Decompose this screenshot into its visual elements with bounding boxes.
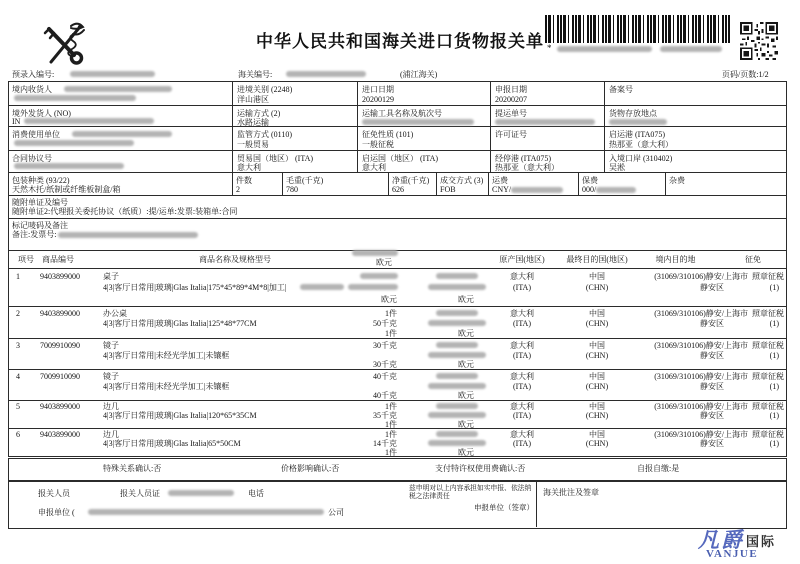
goods-row-4-no: 4 [16,372,20,381]
goods-row-5-code: 9403899000 [40,402,80,411]
self-declare-confirm: 自报自缴:是 [637,464,680,473]
goods-row-2-dest: 中国 [589,309,605,318]
goods-row-2-code: 9403899000 [40,309,80,318]
consignor-redacted [24,118,154,124]
goods-row-1-name: 桌子 [103,272,119,281]
goods-row-5-origin-code: (ITA) [512,411,531,420]
goods-row-6-total-price-redacted [428,440,486,446]
grid-line [282,172,283,195]
supervision: 监管方式 (0110) [237,130,293,139]
goods-row-2-dest-code: (CHN) [585,319,609,328]
grid-line [8,172,787,173]
grid-line [8,456,787,457]
grid-line [8,428,787,429]
grid-line [8,150,787,151]
goods-row-4-name: 镜子 [103,372,119,381]
goods-row-2-qty-1: 50千克 [373,319,397,328]
goods-row-5-name: 边几 [103,402,119,411]
declare-date-label: 申报日期 [495,85,527,94]
goods-row-2-spec: 4|3|客厅日常用|玻璃|Glas Italia|125*48*77CM [103,319,257,328]
grid-line [8,81,787,82]
consignee-redacted [64,86,172,92]
grid-line [578,172,579,195]
goods-row-4-dest-code: (CHN) [585,382,609,391]
entry-point: 入境口岸 (310402) [609,154,673,163]
goods-row-6-dest: 中国 [589,430,605,439]
goods-row-6-domestic: (31069/310106)静安/上海市 [654,430,748,439]
goods-row-3-dest: 中国 [589,341,605,350]
goods-row-2-no: 2 [16,309,20,318]
vanjue-logo-cn: 凡爵 [698,528,744,552]
goods-row-3-levy: 照章征税 [752,341,784,350]
goods-row-4-origin-code: (ITA) [512,382,531,391]
grid-line [488,172,489,195]
use-unit-redacted-2 [14,140,134,146]
import-date-value: 20200129 [362,95,394,104]
special-relation-confirm: 特殊关系确认:否 [103,464,162,473]
price-influence-confirm: 价格影响确认:否 [281,464,340,473]
vanjue-logo-en: VANJUE [706,548,759,560]
goods-row-5-origin: 意大利 [510,402,534,411]
goods-row-6-name: 边几 [103,430,119,439]
departure-country-name: 意大利 [362,163,386,172]
grid-line [436,172,437,195]
goods-row-4-currency: 欧元 [458,391,474,400]
departure-port: 启运港 (ITA075) [609,130,666,139]
gross-weight-label: 毛重(千克) [286,176,324,185]
insurance-label: 保费 [582,176,598,185]
use-unit-redacted [72,131,172,137]
contract-redacted [14,163,124,169]
contract-label: 合同协议号 [12,154,52,163]
consignee-redacted-2 [14,95,136,101]
goods-header-currency: 欧元 [376,258,392,267]
trade-country-name: 意大利 [237,163,261,172]
goods-header-levy: 征免 [745,255,761,264]
goods-row-4-code: 7009910090 [40,372,80,381]
goods-row-4-domestic: (31069/310106)静安/上海市 [654,372,748,381]
goods-row-4-qty-2: 40千克 [373,391,397,400]
grid-line [8,306,787,307]
goods-row-1-code: 9403899000 [40,272,80,281]
barcode-number-redacted [557,46,652,52]
goods-row-1-domestic-2: 静安区 [700,283,724,292]
declare-date-value: 20200207 [495,95,527,104]
terms-value: FOB [440,185,456,194]
freight-label: 运费 [492,176,508,185]
goods-row-1-unit-price-redacted [436,273,478,279]
storage-label: 货物存放地点 [609,109,657,118]
goods-row-4-dest: 中国 [589,372,605,381]
goods-row-4-origin: 意大利 [510,372,534,381]
net-weight-value: 626 [392,185,404,194]
goods-row-4-unit-price-redacted [436,373,478,379]
pieces-label: 件数 [236,176,252,185]
goods-row-4-total-price-redacted [428,383,486,389]
terms: 成交方式 (3) [440,176,484,185]
goods-row-6-levy-code: (1) [769,439,779,448]
goods-row-6-dest-code: (CHN) [585,439,609,448]
goods-header-no: 项号 [18,255,34,264]
goods-row-5-qty-2: 1件 [385,420,397,429]
goods-row-5-currency: 欧元 [458,420,474,429]
statement-block [409,485,534,512]
page-number: 页码/页数:1/2 [722,70,769,79]
barcode-star: * [547,43,552,53]
trade-country: 贸易国（地区） (ITA) [237,154,314,163]
net-weight-label: 净重(千克) [392,176,430,185]
goods-row-6-levy: 照章征税 [752,430,784,439]
goods-row-3-qty-0: 30千克 [373,341,397,350]
vanjue-logo-cn2: 国际 [746,534,777,549]
goods-row-3-origin-code: (ITA) [512,351,531,360]
docs-label: 随附单证及编号 [12,198,68,207]
goods-row-3-unit-price-redacted [436,342,478,348]
levy-nature-name: 一般征税 [362,140,394,149]
goods-row-6-domestic-2: 静安区 [700,439,724,448]
misc-fee-label: 杂费 [669,176,685,185]
goods-row-3-name: 镜子 [103,341,119,350]
packing-name: 天然木托/纸制或纤维板制盒/箱 [12,185,121,194]
goods-header-origin: 原产国(地区) [499,255,545,264]
goods-row-3-spec: 4|3|客厅日常用|未经光学加工|未镶框 [103,351,230,360]
goods-header-dest: 最终目的国(地区) [566,255,628,264]
phone-label: 电话 [248,489,264,498]
grid-line [8,218,787,219]
goods-row-2-qty-0: 1件 [385,309,397,318]
goods-row-1-levy: 照章征税 [752,272,784,281]
goods-row-6-origin-code: (ITA) [512,439,531,448]
goods-row-4-levy: 照章征税 [752,372,784,381]
goods-row-1-dest: 中国 [589,272,605,281]
grid-line [8,105,787,106]
customs-no-label: 海关编号: [238,70,273,79]
goods-row-6-qty-0: 1件 [385,430,397,439]
goods-row-5-domestic: (31069/310106)静安/上海市 [654,402,748,411]
pre-entry-no-label: 预录入编号: [12,70,55,79]
goods-row-3-currency: 欧元 [458,360,474,369]
grid-line [536,481,537,527]
goods-row-3-origin: 意大利 [510,341,534,350]
goods-row-3-qty-2: 30千克 [373,360,397,369]
goods-row-5-spec: 4|3|客厅日常用|玻璃|Glas Italia|120*65*35CM [103,411,257,420]
grid-line [8,338,787,339]
entry-port-name: 洋山港区 [237,95,269,104]
bl-no-label: 提运单号 [495,109,527,118]
goods-row-3-levy-code: (1) [769,351,779,360]
goods-row-1-qty-redacted-1 [348,284,398,290]
goods-row-1-origin: 意大利 [510,272,534,281]
transport-name-label: 运输工具名称及航次号 [362,109,442,118]
customs-office: (浦江海关) [400,70,438,79]
storage-redacted [609,119,667,125]
goods-row-2-unit-price-redacted [436,310,478,316]
goods-row-2-levy: 照章征税 [752,309,784,318]
goods-header-redacted [352,250,398,256]
goods-row-5-qty-1: 35千克 [373,411,397,420]
goods-row-3-dest-code: (CHN) [585,351,609,360]
form-title: 中华人民共和国海关进口货物报关单 [256,32,544,51]
transport-mode: 运输方式 (2) [237,109,281,118]
statement-text: 兹申明对以上内容承担如实申报、依法纳税之法律责任 [409,485,532,500]
goods-row-4-qty-0: 40千克 [373,372,397,381]
grid-line [232,81,233,195]
goods-row-6-no: 6 [16,430,20,439]
departure-port-name: 热那亚（意大利） [609,140,673,149]
goods-row-6-qty-2: 1件 [385,448,397,457]
goods-row-4-levy-code: (1) [769,382,779,391]
consignor: 境外发货人 (NO) [12,109,71,118]
agent-cert-label: 报关人员证 [120,489,160,498]
goods-row-1-origin-code: (ITA) [512,283,531,292]
goods-row-4-spec: 4|3|客厅日常用|未经光学加工|未镶框 [103,382,230,391]
goods-row-5-qty-0: 1件 [385,402,397,411]
goods-row-3-code: 7009910090 [40,341,80,350]
goods-row-3-domestic-2: 静安区 [700,351,724,360]
transport-name-redacted [362,119,474,125]
goods-row-3-no: 3 [16,341,20,350]
grid-line [8,268,787,269]
goods-row-1-qty-redacted-0 [360,273,398,279]
bl-no-redacted [495,119,595,125]
goods-row-2-domestic-2: 静安区 [700,319,724,328]
transit-port-name: 热那亚（意大利） [495,163,559,172]
entry-point-name: 吴淞 [609,163,625,172]
goods-header-name: 商品名称及规格型号 [199,255,271,264]
levy-nature: 征免性质 (101) [362,130,414,139]
goods-row-3-domestic: (31069/310106)静安/上海市 [654,341,748,350]
goods-row-6-code: 9403899000 [40,430,80,439]
customs-emblem-icon [40,20,86,68]
goods-row-1-total-price-redacted [428,284,486,290]
agent-label: 报关人员 [38,489,70,498]
grid-line [490,81,491,172]
goods-row-2-levy-code: (1) [769,319,779,328]
grid-line [8,195,787,196]
goods-row-2-origin-code: (ITA) [512,319,531,328]
customs-no-redacted [286,71,366,77]
goods-row-5-domestic-2: 静安区 [700,411,724,420]
goods-row-1-dest-code: (CHN) [585,283,609,292]
goods-row-2-currency: 欧元 [458,329,474,338]
consignor-partial: IN [12,117,21,126]
goods-row-6-currency: 欧元 [458,448,474,457]
goods-row-5-levy-code: (1) [769,411,779,420]
declare-unit-label: 申报单位 ( [38,508,75,517]
goods-row-5-dest-code: (CHN) [585,411,609,420]
goods-row-2-origin: 意大利 [510,309,534,318]
sign-label: 申报单位（签章） [474,503,534,512]
insurance-value: 000/ [582,185,636,194]
pre-entry-no-redacted [70,71,155,77]
goods-row-5-dest: 中国 [589,402,605,411]
goods-row-5-levy: 照章征税 [752,402,784,411]
use-unit-label: 消费使用单位 [12,130,60,139]
goods-row-3-total-price-redacted [428,352,486,358]
grid-line [604,81,605,172]
goods-row-6-origin: 意大利 [510,430,534,439]
goods-row-1-spec: 4|3|客厅日常用|玻璃|Glas Italia|175*45*89*4M*8|加工| [103,283,287,292]
goods-row-2-name: 办公桌 [103,309,127,318]
grid-line [665,172,666,195]
goods-row-1-spec-redacted [300,284,344,290]
qr-code [740,21,778,61]
barcode-number-redacted-2 [660,46,722,52]
goods-row-1-levy-code: (1) [769,283,779,292]
goods-row-6-spec: 4|3|客厅日常用|玻璃|Glas Italia|65*50CM [103,439,241,448]
declare-unit-redacted [88,509,324,515]
supervision-name: 一般贸易 [237,140,269,149]
goods-row-1-no: 1 [16,272,20,281]
goods-row-1-currency: 欧元 [458,295,474,304]
docs-content: 随附单证2:代理报关委托协议（纸质）:提/运单:发票:装箱单:合同 [12,207,238,216]
entry-port: 进境关别 (2248) [237,85,293,94]
marks-content: 备注:发票号: [12,230,198,239]
departure-country: 启运国（地区） (ITA) [362,154,439,163]
royalty-confirm: 支付特许权使用费确认:否 [435,464,526,473]
goods-row-6-unit-price-redacted [436,431,478,437]
transit-port: 经停港 (ITA075) [495,154,552,163]
record-no-label: 备案号 [609,85,633,94]
goods-row-1-qty-2: 欧元 [381,295,397,304]
marks-label: 标记唛码及备注 [12,221,68,230]
pieces-value: 2 [236,185,240,194]
import-date-label: 进口日期 [362,85,394,94]
customs-note-label: 海关批注及签章 [543,488,599,497]
license-label: 许可证号 [495,130,527,139]
goods-row-1-domestic: (31069/310106)静安/上海市 [654,272,748,281]
packing: 包装种类 (93/22) [12,176,70,185]
goods-row-5-no: 5 [16,402,20,411]
goods-row-5-total-price-redacted [428,412,486,418]
barcode [545,15,730,43]
goods-row-6-qty-1: 14千克 [373,439,397,448]
goods-header-code: 商品编号 [42,255,74,264]
grid-line [388,172,389,195]
grid-line [8,400,787,401]
grid-line [8,369,787,370]
agent-cert-redacted [168,490,234,496]
goods-row-2-domestic: (31069/310106)静安/上海市 [654,309,748,318]
goods-row-5-unit-price-redacted [436,403,478,409]
goods-row-2-total-price-redacted [428,320,486,326]
goods-row-2-qty-2: 1件 [385,329,397,338]
goods-row-4-domestic-2: 静安区 [700,382,724,391]
gross-weight-value: 780 [286,185,298,194]
grid-line [357,81,358,172]
freight-value: CNY/ [492,185,563,194]
transport-mode-name: 水路运输 [237,118,269,127]
declare-unit-suffix: 公司 [328,508,344,517]
consignee-label: 境内收货人 [12,85,52,94]
grid-line [8,126,787,127]
goods-header-domestic: 境内目的地 [655,255,696,264]
